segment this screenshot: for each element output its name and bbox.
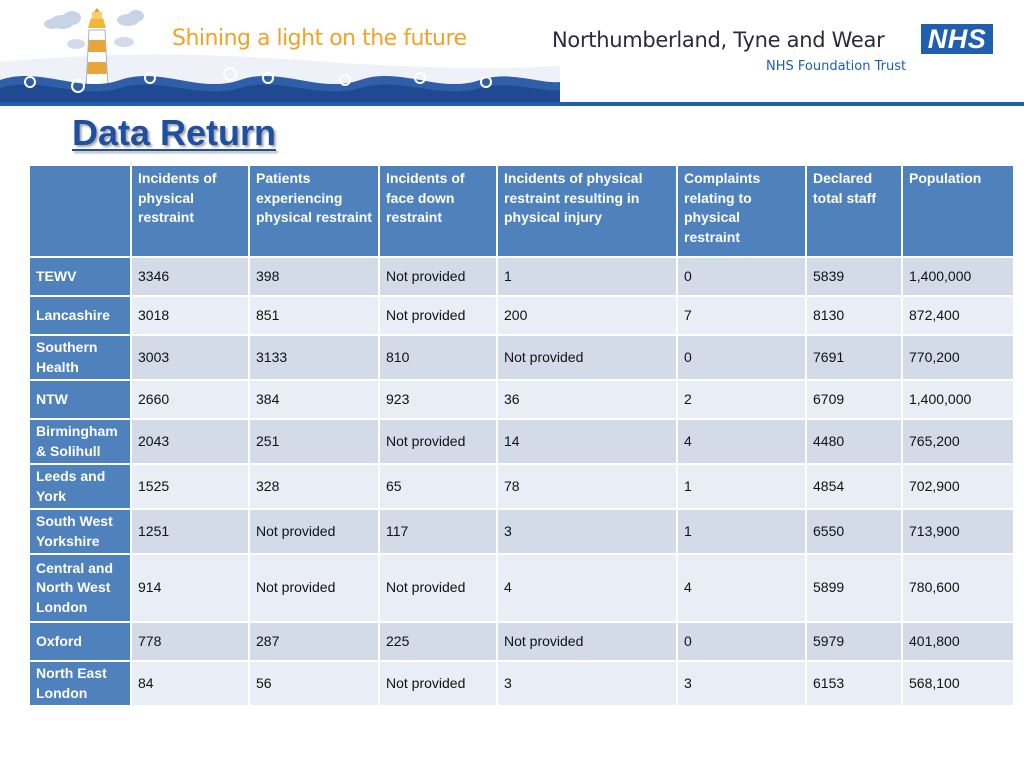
table-cell: 6709 [807, 381, 901, 418]
table-row [30, 258, 1013, 295]
table-row [30, 420, 1013, 463]
table-cell: 5839 [807, 258, 901, 295]
table-cell: 328 [250, 465, 378, 508]
table-cell: 4 [678, 555, 805, 621]
table-cell: Not provided [380, 662, 496, 705]
table-cell: 765,200 [903, 420, 1013, 463]
table-cell: 3 [678, 662, 805, 705]
header-banner [0, 0, 1024, 106]
table-cell: 872,400 [903, 297, 1013, 334]
row-label: South West Yorkshire [30, 510, 130, 553]
table-cell: 7 [678, 297, 805, 334]
column-header: Patients experiencing physical restraint [250, 166, 378, 256]
table-cell: Not provided [380, 297, 496, 334]
table-cell: 5979 [807, 623, 901, 660]
table-cell: 384 [250, 381, 378, 418]
table-cell: 1251 [132, 510, 248, 553]
column-header [30, 166, 130, 256]
row-label: Southern Health [30, 336, 130, 379]
table-header-row [30, 166, 1013, 256]
row-label: Oxford [30, 623, 130, 660]
column-header: Population [903, 166, 1013, 256]
row-label: TEWV [30, 258, 130, 295]
table-cell: 251 [250, 420, 378, 463]
table-row [30, 555, 1013, 621]
table-cell: 713,900 [903, 510, 1013, 553]
table-cell: 7691 [807, 336, 901, 379]
table-cell: 810 [380, 336, 496, 379]
table-cell: 3133 [250, 336, 378, 379]
column-header: Incidents of physical restraint resulting in physical injury [498, 166, 676, 256]
table-cell: 1,400,000 [903, 381, 1013, 418]
table-cell: 117 [380, 510, 496, 553]
column-header: Complaints relating to physical restraint [678, 166, 805, 256]
table-cell: 65 [380, 465, 496, 508]
organisation-subtitle: NHS Foundation Trust [766, 59, 907, 74]
table-cell: 6550 [807, 510, 901, 553]
table-cell: Not provided [380, 420, 496, 463]
table-cell: 778 [132, 623, 248, 660]
table-cell: 84 [132, 662, 248, 705]
table-cell: 0 [678, 336, 805, 379]
banner-artwork [0, 0, 560, 106]
table-cell: 2660 [132, 381, 248, 418]
table-cell: 6153 [807, 662, 901, 705]
table-cell: Not provided [250, 510, 378, 553]
table-cell: Not provided [498, 623, 676, 660]
row-label: Birmingham & Solihull [30, 420, 130, 463]
row-label: NTW [30, 381, 130, 418]
table-cell: 2 [678, 381, 805, 418]
table-cell: Not provided [380, 258, 496, 295]
table-cell: 3018 [132, 297, 248, 334]
row-label: North East London [30, 662, 130, 705]
table-cell: 5899 [807, 555, 901, 621]
table-row [30, 336, 1013, 379]
table-cell: 923 [380, 381, 496, 418]
table-cell: 200 [498, 297, 676, 334]
table-row [30, 381, 1013, 418]
table-cell: 914 [132, 555, 248, 621]
table-row [30, 662, 1013, 705]
table-cell: 4 [678, 420, 805, 463]
page-title: Data Return [72, 112, 277, 153]
table-cell: 702,900 [903, 465, 1013, 508]
table-cell: 1 [678, 510, 805, 553]
table-cell: 3 [498, 510, 676, 553]
table-cell: 401,800 [903, 623, 1013, 660]
table-cell: 780,600 [903, 555, 1013, 621]
table-row [30, 510, 1013, 553]
organisation-name: Northumberland, Tyne and Wear [552, 28, 885, 52]
table-cell: 225 [380, 623, 496, 660]
table-cell: 1 [678, 465, 805, 508]
table-cell: Not provided [380, 555, 496, 621]
table-cell: 56 [250, 662, 378, 705]
table-cell: 78 [498, 465, 676, 508]
table-cell: 4 [498, 555, 676, 621]
table-cell: 568,100 [903, 662, 1013, 705]
table-cell: 8130 [807, 297, 901, 334]
table-cell: Not provided [250, 555, 378, 621]
row-label: Central and North West London [30, 555, 130, 621]
column-header: Incidents of face down restraint [380, 166, 496, 256]
table-cell: 0 [678, 258, 805, 295]
table-cell: 0 [678, 623, 805, 660]
table-cell: 14 [498, 420, 676, 463]
table-cell: 1 [498, 258, 676, 295]
column-header: Declared total staff [807, 166, 901, 256]
table-cell: 3003 [132, 336, 248, 379]
nhs-logo: NHS [921, 24, 993, 54]
table-cell: 2043 [132, 420, 248, 463]
table-cell: 3 [498, 662, 676, 705]
tagline: Shining a light on the future [172, 26, 467, 51]
table-cell: 4480 [807, 420, 901, 463]
table-cell: 770,200 [903, 336, 1013, 379]
table-row [30, 297, 1013, 334]
table-row [30, 465, 1013, 508]
column-header: Incidents of physical restraint [132, 166, 248, 256]
table-cell: 851 [250, 297, 378, 334]
data-return-table [28, 164, 1015, 707]
table-row [30, 623, 1013, 660]
table-cell: 287 [250, 623, 378, 660]
banner-divider [0, 102, 1024, 106]
table-cell: 398 [250, 258, 378, 295]
table-cell: 1525 [132, 465, 248, 508]
table-cell: 4854 [807, 465, 901, 508]
table-cell: 3346 [132, 258, 248, 295]
table-cell: 36 [498, 381, 676, 418]
table-cell: 1,400,000 [903, 258, 1013, 295]
row-label: Lancashire [30, 297, 130, 334]
row-label: Leeds and York [30, 465, 130, 508]
table-cell: Not provided [498, 336, 676, 379]
